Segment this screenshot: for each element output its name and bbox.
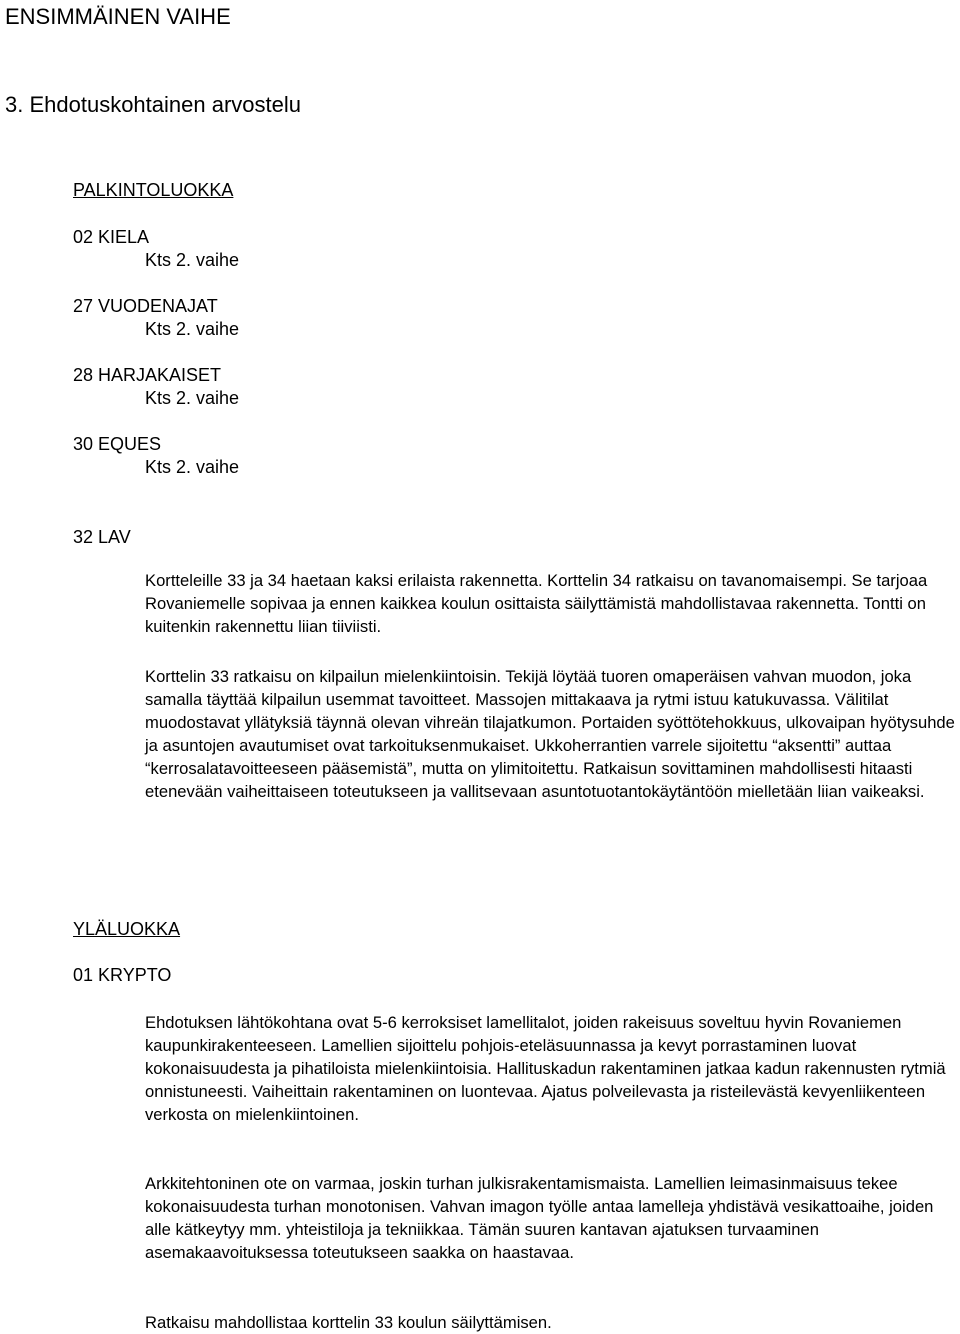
section-title: 3. Ehdotuskohtainen arvostelu [5, 92, 301, 117]
entry-paragraph-lav-1: Kortteleille 33 ja 34 haetaan kaksi erilaista rakennetta. Korttelin 34 ratkaisu on tavanomaisempi. Se tarjoaa Rovaniemelle sopivaa ja ennen kaikkea koulun osittaista säilyttämistä mahdollistavaa rakennetta. Tontti on kuitenkin rakennettu liian tiiviisti. [145, 571, 928, 636]
entry-reference-vuodenajat: Kts 2. vaihe [145, 319, 240, 339]
entry-title-vuodenajat: 27 VUODENAJAT [73, 296, 218, 316]
prize-class-heading: PALKINTOLUOKKA [73, 180, 234, 200]
entry-paragraph-krypto-3: Ratkaisu mahdollistaa korttelin 33 koulun säilyttämisen. [145, 1313, 552, 1332]
entry-title-krypto: 01 KRYPTO [73, 965, 172, 985]
entry-reference-kiela: Kts 2. vaihe [145, 250, 240, 270]
entry-title-kiela: 02 KIELA [73, 227, 150, 247]
entry-title-eques: 30 EQUES [73, 434, 162, 454]
entry-reference-harjakaiset: Kts 2. vaihe [145, 388, 240, 408]
entry-paragraph-krypto-2: Arkkitehtoninen ote on varmaa, joskin turhan julkisrakentamismaista. Lamellien leimasinmaisuus tekee kokonaisuudesta turhan monotonisen. Vahvan imagon työlle antaa lamelleja yhdistävä vesikattoaihe, joiden alle kätkeytyy mm. yhteistiloja ja tekniikkaa. Tämän suuren kantavan ajatuksen turvaaminen asemakaavoituksessa toteutukseen saakka on haastavaa. [145, 1174, 934, 1262]
entry-title-lav: 32 LAV [73, 527, 131, 547]
entry-reference-eques: Kts 2. vaihe [145, 457, 240, 477]
upper-class-heading: YLÄLUOKKA [73, 919, 181, 939]
document-title: ENSIMMÄINEN VAIHE [5, 4, 231, 29]
entry-paragraph-lav-2: Korttelin 33 ratkaisu on kilpailun mielenkiintoisin. Tekijä löytää tuoren omaperäisen vahvan muodon, joka samalla täyttää kilpailun usemmat tavoitteet. Massojen mittakaava ja rytmi istuu katukuvassa. Välitilat muodostavat yllätyksiä täynnä olevan vihreän tilajatkumon. Portaiden syöttötehokkuus, ulkovaipan hyötysuhde ja asuntojen avautumiset ovat tarkoituksenmukaiset. Ukkoherrantien varrele sijoitettu “aksentti” auttaa “kerrosalatavoitteeseen pääsemistä”, mutta on ylimitoitettu. Ratkaisun sovittaminen mahdollisesti hitaasti etenevään vaiheittaiseen toteutukseen ja vallitsevaan asuntotuotantokäytäntöön mielletään liian vaikeaksi. [145, 667, 955, 801]
entry-paragraph-krypto-1: Ehdotuksen lähtökohtana ovat 5-6 kerroksiset lamellitalot, joiden rakeisuus soveltuu hyvin Rovaniemen kaupunkirakenteeseen. Lamellien sijoittelu pohjois-eteläsuunnassa ja kevyt porrastaminen luovat kokonaisuudesta ja pihatiloista mielenkiintoisia. Hallituskadun rakentaminen jatkaa kadun rakennusten rytmiä onnistuneesti. Vaiheittain rakentaminen on luontevaa. Ajatus polveilevasta ja risteilevästä kevyenliikenteen verkosta on mielenkiintoinen. [145, 1013, 946, 1124]
entry-title-harjakaiset: 28 HARJAKAISET [73, 365, 222, 385]
